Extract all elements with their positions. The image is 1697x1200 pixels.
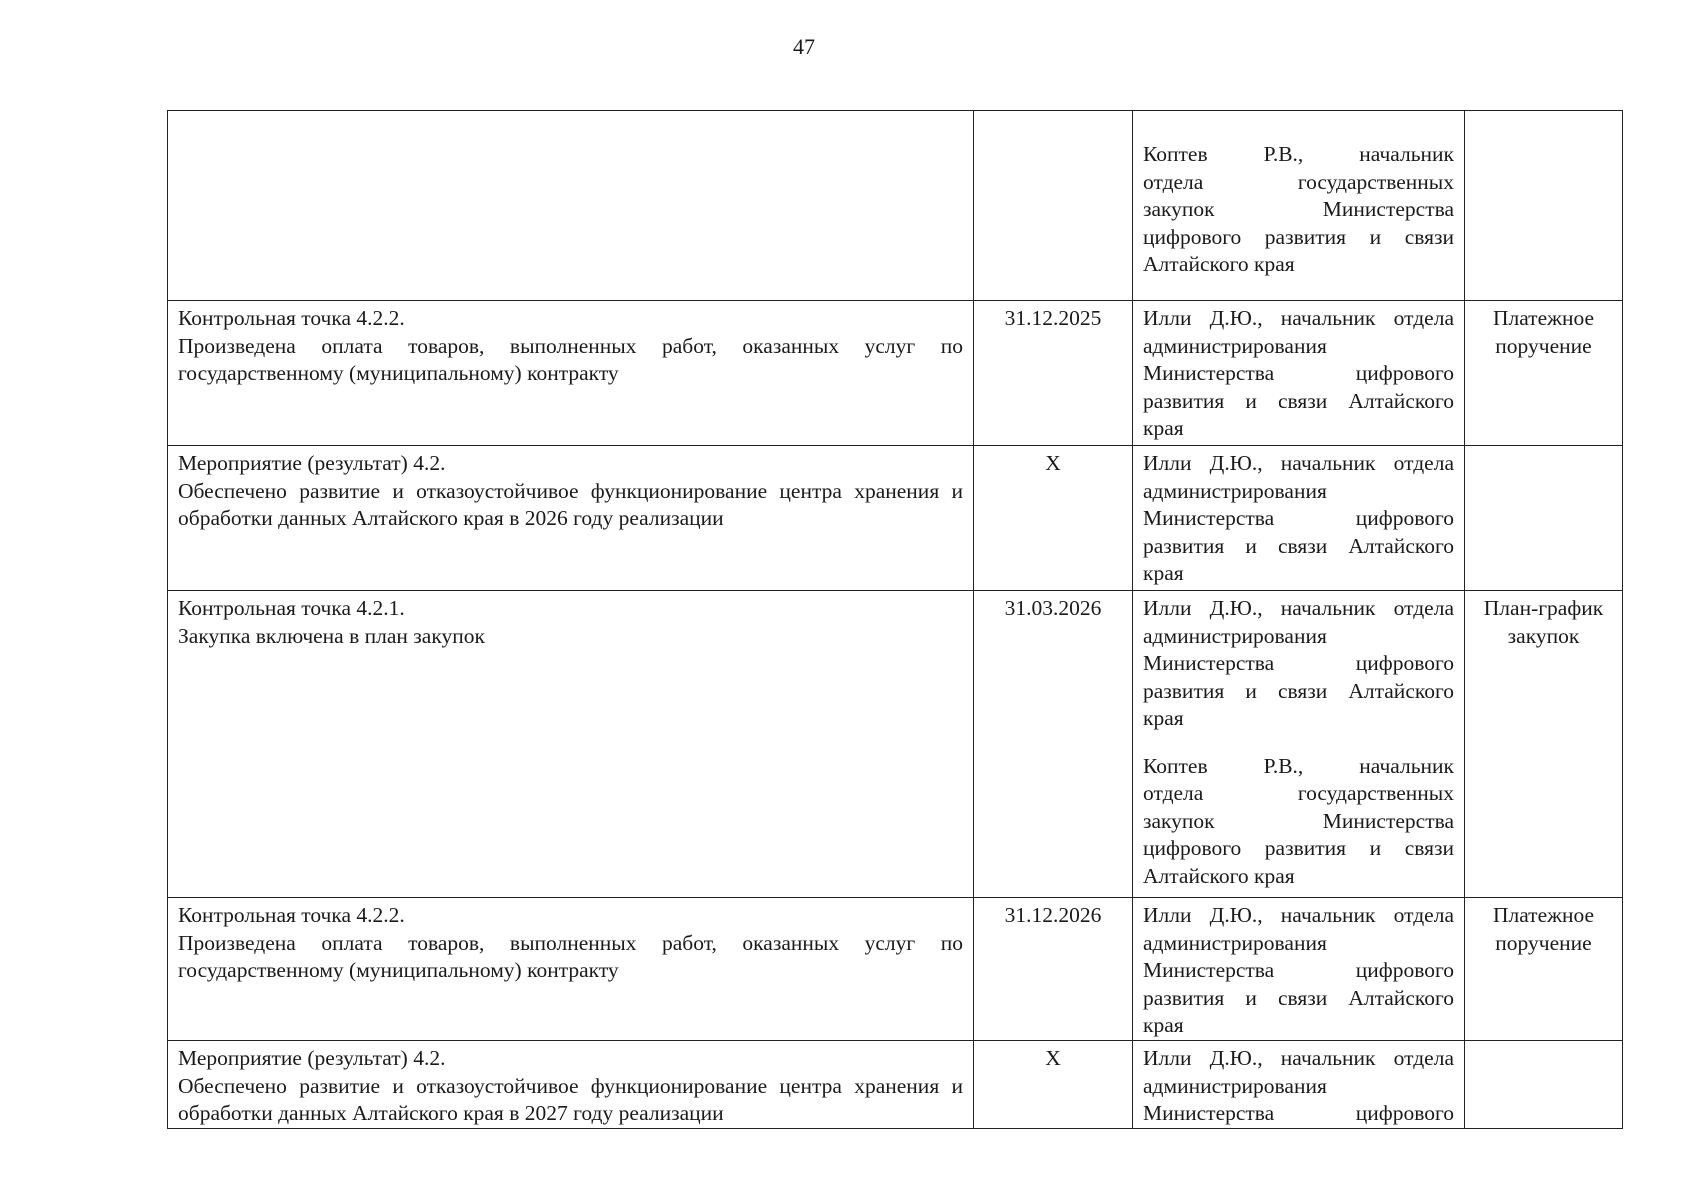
activity-title: Контрольная точка 4.2.2.	[178, 306, 405, 330]
responsible-line: отдела государственных	[1143, 781, 1454, 805]
responsible-line: края	[1143, 561, 1184, 585]
responsible-cell	[1133, 111, 1465, 301]
activity-description: Произведена оплата товаров, выполненных работ, оказанных услуг по государственному (муниципальному) контракту	[178, 930, 963, 982]
responsible-line: отдела государственных	[1143, 169, 1454, 194]
responsible-line: края	[1143, 416, 1184, 440]
deadline-cell	[974, 1041, 1133, 1129]
document-cell	[1465, 898, 1623, 1041]
document-type: Платежное поручение	[1492, 306, 1595, 358]
responsible-person	[1143, 141, 1454, 279]
deadline-cell	[974, 591, 1133, 898]
responsible-line: Илли Д.Ю., начальник отдела	[1143, 451, 1454, 475]
responsible-line: администрирования	[1143, 930, 1327, 955]
document-cell	[1465, 446, 1623, 591]
activity-cell	[168, 446, 974, 591]
responsible-line: Алтайского края	[1143, 863, 1295, 888]
deadline-date: X	[1045, 451, 1061, 475]
table-row	[168, 111, 1623, 301]
activity-description: Обеспечено развитие и отказоустойчивое функционирование центра хранения и обработки данных Алтайского края в 2026 году реализации	[178, 478, 963, 530]
table-row	[168, 591, 1623, 898]
table-row	[168, 446, 1623, 591]
responsible-cell	[1133, 591, 1465, 898]
activity-title: Контрольная точка 4.2.1.	[178, 596, 405, 620]
responsible-line: развития и связи Алтайского	[1143, 678, 1454, 703]
responsible-person	[1143, 753, 1454, 891]
activity-cell	[168, 591, 974, 898]
table-row	[168, 1041, 1623, 1129]
responsible-line: Илли Д.Ю., начальник отдела	[1143, 596, 1454, 620]
responsible-line: развития и связи Алтайского	[1143, 533, 1454, 558]
responsible-cell	[1133, 1041, 1465, 1129]
responsible-line: Коптев Р.В., начальник	[1143, 142, 1454, 166]
responsible-line: Министерства цифрового	[1143, 958, 1454, 982]
document-cell	[1465, 301, 1623, 446]
table-row	[168, 301, 1623, 446]
responsible-person	[1143, 902, 1454, 1040]
deadline-cell	[974, 898, 1133, 1041]
responsible-line: Илли Д.Ю., начальник отдела	[1143, 903, 1454, 927]
responsible-cell	[1133, 898, 1465, 1041]
activity-description: Закупка включена в план закупок	[178, 623, 485, 648]
responsible-person	[1143, 450, 1454, 588]
document-type: Платежное поручение	[1492, 903, 1595, 955]
responsible-line: края	[1143, 1013, 1184, 1037]
document-type: План-график закупок	[1483, 596, 1604, 648]
responsible-line: закупок Министерства	[1143, 197, 1454, 221]
activity-description: Произведена оплата товаров, выполненных работ, оказанных услуг по государственному (муниципальному) контракту	[178, 333, 963, 385]
activity-cell	[168, 898, 974, 1041]
responsible-person	[1143, 595, 1454, 733]
responsible-line: Алтайского края	[1143, 252, 1295, 276]
responsible-person	[1143, 1045, 1454, 1128]
responsible-line: Илли Д.Ю., начальник отдела	[1143, 1046, 1454, 1070]
responsible-line: администрирования	[1143, 478, 1327, 503]
responsible-line: Коптев Р.В., начальник	[1143, 753, 1454, 778]
responsible-line: закупок Министерства	[1143, 808, 1454, 833]
activity-title: Мероприятие (результат) 4.2.	[178, 451, 446, 475]
responsible-cell	[1133, 446, 1465, 591]
responsible-line: администрирования	[1143, 623, 1327, 648]
document-cell	[1465, 111, 1623, 301]
plan-table	[167, 110, 1623, 1129]
deadline-date: 31.12.2025	[1004, 306, 1102, 330]
deadline-cell	[974, 111, 1133, 301]
responsible-line: Министерства цифрового	[1143, 506, 1454, 530]
responsible-line: края	[1143, 706, 1184, 730]
responsible-line: Министерства цифрового	[1143, 361, 1454, 385]
deadline-date: 31.12.2026	[1004, 903, 1102, 927]
responsible-line: развития и связи Алтайского	[1143, 388, 1454, 413]
deadline-cell	[974, 446, 1133, 591]
document-cell	[1465, 591, 1623, 898]
activity-cell	[168, 111, 974, 301]
activity-description: Обеспечено развитие и отказоустойчивое функционирование центра хранения и обработки данных Алтайского края в 2027 году реализации	[178, 1073, 963, 1125]
deadline-date: X	[1045, 1046, 1061, 1070]
responsible-line: администрирования	[1143, 333, 1327, 358]
responsible-line: Министерства цифрового	[1143, 1101, 1454, 1125]
deadline-cell	[974, 301, 1133, 446]
activity-title: Мероприятие (результат) 4.2.	[178, 1046, 446, 1070]
responsible-line: цифрового развития и связи	[1143, 836, 1454, 860]
responsible-line: администрирования	[1143, 1073, 1327, 1098]
activity-title: Контрольная точка 4.2.2.	[178, 903, 405, 927]
activity-cell	[168, 1041, 974, 1129]
responsible-line: Министерства цифрового	[1143, 651, 1454, 675]
document-cell	[1465, 1041, 1623, 1129]
responsible-line: цифрового развития и связи	[1143, 224, 1454, 249]
responsible-line: Илли Д.Ю., начальник отдела	[1143, 306, 1454, 330]
page-number: 47	[793, 34, 815, 59]
responsible-cell	[1133, 301, 1465, 446]
table-row	[168, 898, 1623, 1041]
responsible-line: развития и связи Алтайского	[1143, 985, 1454, 1010]
deadline-date: 31.03.2026	[1004, 596, 1102, 620]
activity-cell	[168, 301, 974, 446]
responsible-person	[1143, 305, 1454, 443]
